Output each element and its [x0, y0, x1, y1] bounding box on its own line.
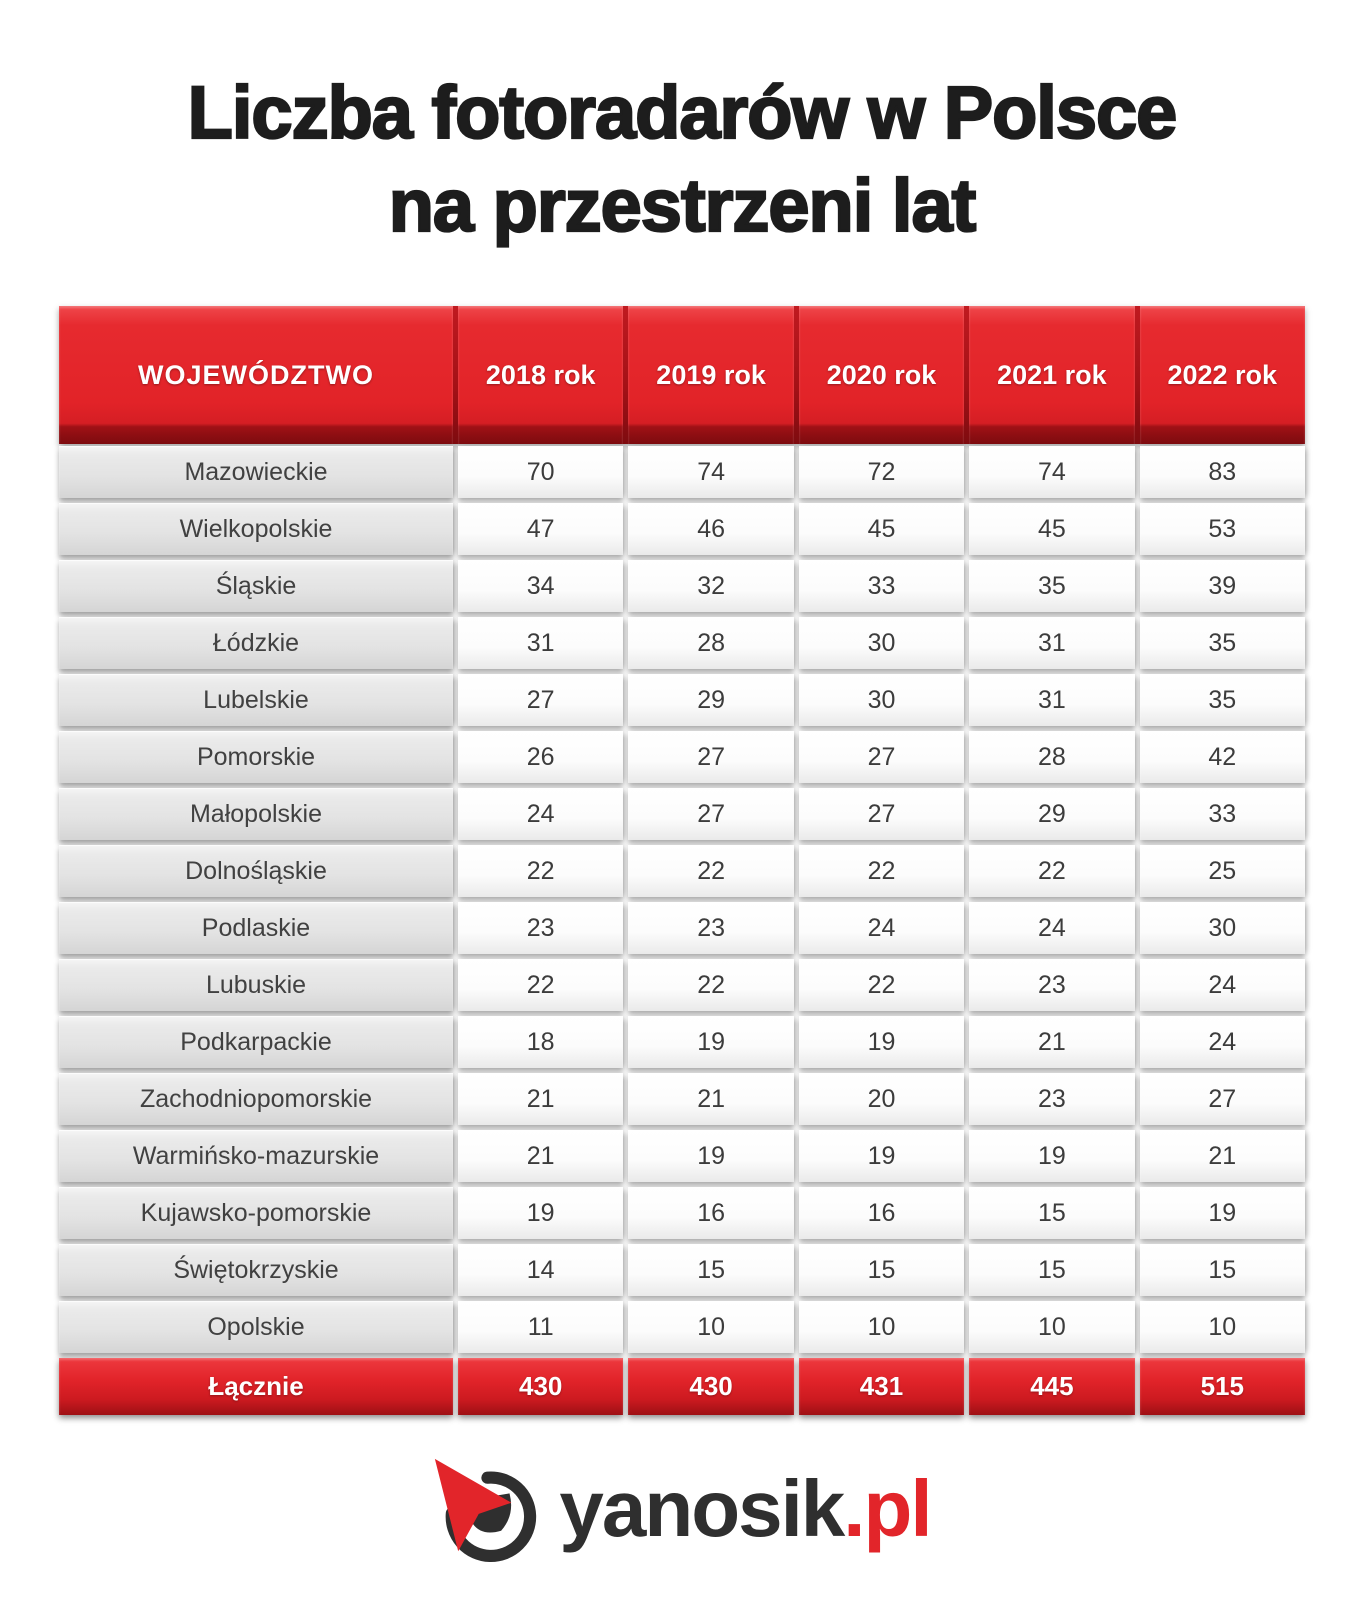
- value-cell-2021: 35: [969, 560, 1134, 612]
- value-cell-2021: 21: [969, 1016, 1134, 1068]
- column-header-2020: 2020 rok: [799, 306, 964, 444]
- brand-wordmark: [559, 1463, 930, 1555]
- value-cell-2021: 31: [969, 674, 1134, 726]
- value-cell-2022: 83: [1140, 446, 1305, 498]
- value-cell-2022: 33: [1140, 788, 1305, 840]
- value-cell-2021: 31: [969, 617, 1134, 669]
- value-cell-2021: 24: [969, 902, 1134, 954]
- table-row: [59, 845, 1305, 897]
- value-cell-2021: 19: [969, 1130, 1134, 1182]
- region-name-cell: Wielkopolskie: [59, 503, 453, 555]
- value-cell-2021: 28: [969, 731, 1134, 783]
- value-cell-2019: 29: [628, 674, 793, 726]
- value-cell-2022: 21: [1140, 1130, 1305, 1182]
- value-cell-2019: 74: [628, 446, 793, 498]
- column-header-wojewodztwo: WOJEWÓDZTWO: [59, 306, 453, 444]
- value-cell-2021: 22: [969, 845, 1134, 897]
- table-row: [59, 1187, 1305, 1239]
- table-row: [59, 1016, 1305, 1068]
- value-cell-2020: 20: [799, 1073, 964, 1125]
- total-value-2021: 445: [969, 1358, 1134, 1415]
- title-line-1: Liczba fotoradarów w Polsce: [187, 71, 1177, 154]
- total-value-2022: 515: [1140, 1358, 1305, 1415]
- value-cell-2019: 23: [628, 902, 793, 954]
- table-row: [59, 674, 1305, 726]
- value-cell-2019: 27: [628, 731, 793, 783]
- total-value-2018: 430: [458, 1358, 623, 1415]
- value-cell-2020: 10: [799, 1301, 964, 1353]
- table-row: [59, 959, 1305, 1011]
- value-cell-2021: 29: [969, 788, 1134, 840]
- value-cell-2020: 30: [799, 617, 964, 669]
- value-cell-2021: 10: [969, 1301, 1134, 1353]
- value-cell-2018: 27: [458, 674, 623, 726]
- region-name-cell: Śląskie: [59, 560, 453, 612]
- value-cell-2018: 21: [458, 1130, 623, 1182]
- table-row: [59, 617, 1305, 669]
- table-total-row: [59, 1358, 1305, 1415]
- value-cell-2019: 27: [628, 788, 793, 840]
- value-cell-2021: 15: [969, 1244, 1134, 1296]
- value-cell-2022: 10: [1140, 1301, 1305, 1353]
- total-label-cell: Łącznie: [59, 1358, 453, 1415]
- column-header-2019: 2019 rok: [628, 306, 793, 444]
- value-cell-2018: 70: [458, 446, 623, 498]
- region-name-cell: Kujawsko-pomorskie: [59, 1187, 453, 1239]
- brand-suffix: .pl: [843, 1464, 931, 1554]
- column-header-2021: 2021 rok: [969, 306, 1134, 444]
- value-cell-2020: 22: [799, 959, 964, 1011]
- value-cell-2018: 21: [458, 1073, 623, 1125]
- value-cell-2022: 24: [1140, 959, 1305, 1011]
- value-cell-2019: 22: [628, 959, 793, 1011]
- value-cell-2021: 23: [969, 1073, 1134, 1125]
- column-header-2022: 2022 rok: [1140, 306, 1305, 444]
- speed-camera-table: [59, 306, 1305, 1415]
- value-cell-2018: 19: [458, 1187, 623, 1239]
- value-cell-2022: 19: [1140, 1187, 1305, 1239]
- region-name-cell: Lubelskie: [59, 674, 453, 726]
- region-name-cell: Lubuskie: [59, 959, 453, 1011]
- region-name-cell: Łódzkie: [59, 617, 453, 669]
- value-cell-2018: 34: [458, 560, 623, 612]
- value-cell-2019: 19: [628, 1016, 793, 1068]
- table-row: [59, 446, 1305, 498]
- table-row: [59, 560, 1305, 612]
- brand-name: yanosik: [559, 1464, 844, 1554]
- value-cell-2018: 14: [458, 1244, 623, 1296]
- value-cell-2021: 45: [969, 503, 1134, 555]
- value-cell-2022: 35: [1140, 674, 1305, 726]
- table-row: [59, 902, 1305, 954]
- value-cell-2020: 15: [799, 1244, 964, 1296]
- value-cell-2022: 24: [1140, 1016, 1305, 1068]
- table-row: [59, 731, 1305, 783]
- value-cell-2022: 25: [1140, 845, 1305, 897]
- table-body: [59, 446, 1305, 1353]
- table-row: [59, 1073, 1305, 1125]
- value-cell-2020: 27: [799, 788, 964, 840]
- value-cell-2020: 27: [799, 731, 964, 783]
- value-cell-2020: 33: [799, 560, 964, 612]
- value-cell-2021: 15: [969, 1187, 1134, 1239]
- value-cell-2020: 45: [799, 503, 964, 555]
- value-cell-2018: 18: [458, 1016, 623, 1068]
- value-cell-2018: 31: [458, 617, 623, 669]
- value-cell-2018: 22: [458, 845, 623, 897]
- value-cell-2021: 74: [969, 446, 1134, 498]
- value-cell-2019: 32: [628, 560, 793, 612]
- value-cell-2019: 21: [628, 1073, 793, 1125]
- total-value-2019: 430: [628, 1358, 793, 1415]
- region-name-cell: Podlaskie: [59, 902, 453, 954]
- region-name-cell: Zachodniopomorskie: [59, 1073, 453, 1125]
- value-cell-2020: 19: [799, 1130, 964, 1182]
- value-cell-2022: 27: [1140, 1073, 1305, 1125]
- yanosik-logo-icon: [433, 1457, 545, 1569]
- region-name-cell: Świętokrzyskie: [59, 1244, 453, 1296]
- table-row: [59, 1301, 1305, 1353]
- value-cell-2018: 23: [458, 902, 623, 954]
- region-name-cell: Pomorskie: [59, 731, 453, 783]
- value-cell-2022: 30: [1140, 902, 1305, 954]
- table-row: [59, 1130, 1305, 1182]
- region-name-cell: Opolskie: [59, 1301, 453, 1353]
- value-cell-2018: 24: [458, 788, 623, 840]
- title-line-2: na przestrzeni lat: [388, 164, 976, 248]
- page-title: [0, 66, 1364, 252]
- value-cell-2019: 10: [628, 1301, 793, 1353]
- value-cell-2018: 22: [458, 959, 623, 1011]
- table-row: [59, 1244, 1305, 1296]
- footer: [0, 1457, 1364, 1569]
- value-cell-2020: 24: [799, 902, 964, 954]
- value-cell-2022: 42: [1140, 731, 1305, 783]
- value-cell-2019: 16: [628, 1187, 793, 1239]
- value-cell-2019: 19: [628, 1130, 793, 1182]
- table-header-row: [59, 306, 1305, 444]
- value-cell-2020: 30: [799, 674, 964, 726]
- total-value-2020: 431: [799, 1358, 964, 1415]
- value-cell-2022: 53: [1140, 503, 1305, 555]
- region-name-cell: Podkarpackie: [59, 1016, 453, 1068]
- value-cell-2020: 19: [799, 1016, 964, 1068]
- value-cell-2018: 11: [458, 1301, 623, 1353]
- value-cell-2022: 15: [1140, 1244, 1305, 1296]
- value-cell-2020: 72: [799, 446, 964, 498]
- value-cell-2019: 22: [628, 845, 793, 897]
- value-cell-2021: 23: [969, 959, 1134, 1011]
- column-header-2018: 2018 rok: [458, 306, 623, 444]
- value-cell-2019: 46: [628, 503, 793, 555]
- value-cell-2019: 15: [628, 1244, 793, 1296]
- value-cell-2020: 22: [799, 845, 964, 897]
- table-row: [59, 503, 1305, 555]
- region-name-cell: Dolnośląskie: [59, 845, 453, 897]
- value-cell-2018: 26: [458, 731, 623, 783]
- value-cell-2018: 47: [458, 503, 623, 555]
- value-cell-2020: 16: [799, 1187, 964, 1239]
- region-name-cell: Małopolskie: [59, 788, 453, 840]
- value-cell-2022: 35: [1140, 617, 1305, 669]
- table-row: [59, 788, 1305, 840]
- region-name-cell: Warmińsko-mazurskie: [59, 1130, 453, 1182]
- region-name-cell: Mazowieckie: [59, 446, 453, 498]
- value-cell-2022: 39: [1140, 560, 1305, 612]
- value-cell-2019: 28: [628, 617, 793, 669]
